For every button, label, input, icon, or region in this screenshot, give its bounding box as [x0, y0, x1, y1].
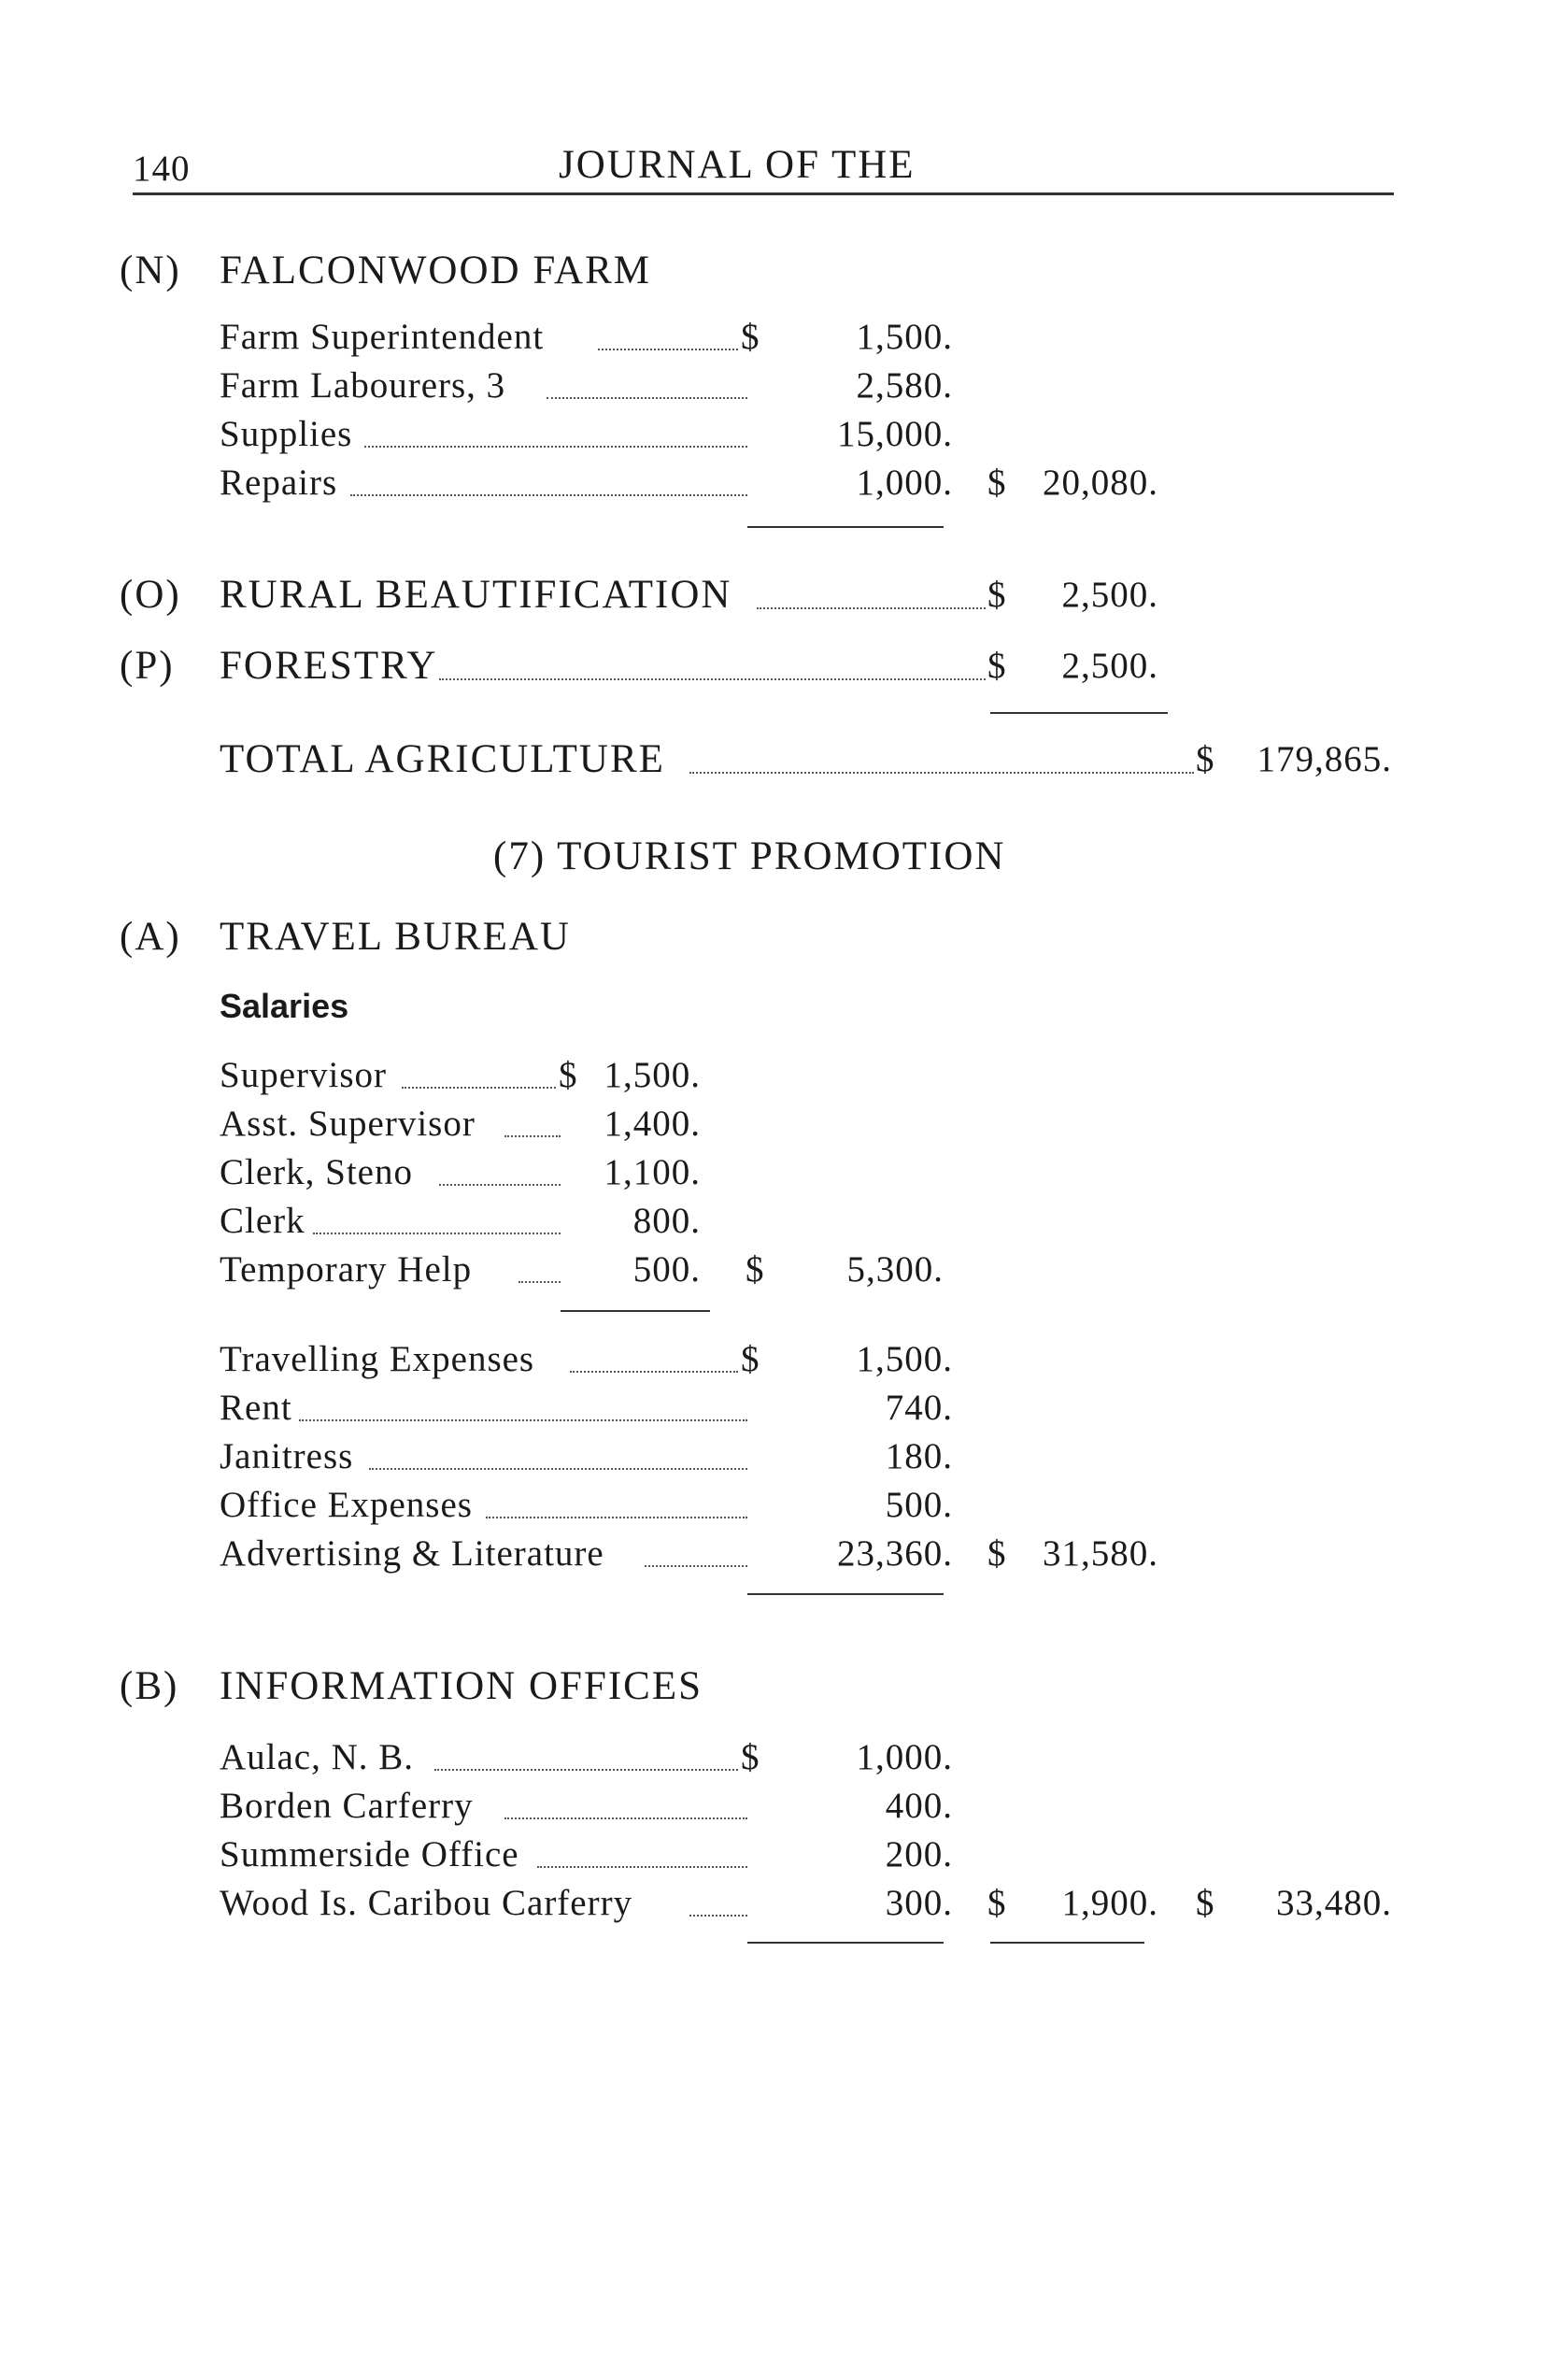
dollar-sign: $: [987, 1883, 1007, 1923]
item-name: Asst. Supervisor: [220, 1104, 476, 1144]
dot-leader: [689, 1915, 747, 1917]
chapter-heading: (7) TOURIST PROMOTION: [493, 834, 1006, 878]
item-amount: 23,360.: [837, 1533, 953, 1574]
section-total: 1,900.: [1061, 1883, 1158, 1923]
dot-leader: [439, 678, 986, 680]
dot-leader: [504, 1135, 561, 1137]
item-amount: 300.: [885, 1883, 953, 1923]
dot-leader: [350, 494, 747, 496]
dot-leader: [598, 349, 738, 350]
dot-leader: [547, 397, 747, 399]
item-name: Summerside Office: [220, 1834, 519, 1874]
item-name: Office Expenses: [220, 1485, 473, 1525]
section-a-title: TRAVEL BUREAU: [220, 915, 571, 959]
dot-leader: [518, 1281, 561, 1283]
dollar-sign: $: [1196, 739, 1215, 779]
item-name: Supervisor: [220, 1055, 387, 1095]
item-name: Borden Carferry: [220, 1786, 474, 1826]
dollar-sign: $: [1196, 1883, 1215, 1923]
item-amount: 1,400.: [604, 1104, 701, 1144]
item-amount: 1,100.: [604, 1152, 701, 1192]
item-amount: 2,580.: [856, 365, 953, 406]
item-name: Repairs: [220, 463, 338, 503]
dot-leader: [313, 1233, 561, 1234]
section-b-label: (B): [120, 1664, 179, 1708]
item-amount: 1,500.: [856, 1339, 953, 1379]
item-amount: 180.: [885, 1436, 953, 1476]
page-number: 140: [133, 149, 191, 189]
dot-leader: [402, 1087, 556, 1089]
dollar-sign: $: [741, 1737, 760, 1777]
dot-leader: [645, 1565, 747, 1567]
section-total: 31,580.: [1043, 1533, 1158, 1574]
dot-leader: [486, 1517, 747, 1518]
dollar-sign: $: [746, 1249, 765, 1290]
dollar-sign: $: [987, 463, 1007, 503]
sum-rule: [747, 1942, 944, 1944]
section-total: 20,080.: [1043, 463, 1158, 503]
section-o-label: (O): [120, 573, 181, 617]
dot-leader: [299, 1419, 747, 1421]
dot-leader: [570, 1371, 738, 1373]
dot-leader: [537, 1866, 747, 1868]
item-amount: 500.: [632, 1249, 701, 1290]
dot-leader: [689, 772, 1194, 774]
dot-leader: [757, 607, 986, 609]
sum-rule: [990, 712, 1168, 714]
dot-leader: [364, 446, 747, 448]
item-name: Farm Labourers, 3: [220, 365, 506, 406]
dot-leader: [434, 1769, 738, 1771]
dollar-sign: $: [987, 646, 1007, 686]
item-name: Temporary Help: [220, 1249, 473, 1290]
item-amount: 740.: [885, 1388, 953, 1428]
dollar-sign: $: [987, 1533, 1007, 1574]
sum-rule: [561, 1310, 710, 1312]
dollar-sign: $: [741, 317, 760, 357]
item-name: Aulac, N. B.: [220, 1737, 415, 1777]
section-total: 2,500.: [1061, 646, 1158, 686]
salaries-subheading: Salaries: [220, 987, 349, 1025]
header-rule: [133, 192, 1394, 195]
sum-rule: [747, 1593, 944, 1595]
item-name: Farm Superintendent: [220, 317, 545, 357]
subtotal: 5,300.: [846, 1249, 944, 1290]
section-n-title: FALCONWOOD FARM: [220, 249, 652, 292]
dollar-sign: $: [559, 1055, 578, 1095]
item-amount: 15,000.: [837, 414, 953, 454]
dot-leader: [504, 1817, 747, 1819]
item-amount: 1,000.: [856, 463, 953, 503]
sum-rule: [747, 526, 944, 528]
section-n-label: (N): [120, 249, 181, 292]
item-name: Clerk: [220, 1201, 305, 1241]
dot-leader: [369, 1468, 747, 1470]
grand-total: 33,480.: [1276, 1883, 1392, 1923]
dot-leader: [439, 1184, 561, 1186]
section-p-title: FORESTRY: [220, 644, 438, 688]
item-name: Supplies: [220, 414, 353, 454]
grand-total: 179,865.: [1257, 739, 1392, 779]
dollar-sign: $: [741, 1339, 760, 1379]
item-amount: 1,500.: [604, 1055, 701, 1095]
item-amount: 200.: [885, 1834, 953, 1874]
item-amount: 500.: [885, 1485, 953, 1525]
item-name: Janitress: [220, 1436, 354, 1476]
item-amount: 1,500.: [856, 317, 953, 357]
total-agriculture-label: TOTAL AGRICULTURE: [220, 737, 665, 781]
item-name: Rent: [220, 1388, 292, 1428]
item-amount: 1,000.: [856, 1737, 953, 1777]
section-p-label: (P): [120, 644, 175, 688]
item-name: Clerk, Steno: [220, 1152, 413, 1192]
dollar-sign: $: [987, 575, 1007, 615]
item-amount: 800.: [632, 1201, 701, 1241]
item-amount: 400.: [885, 1786, 953, 1826]
item-name: Wood Is. Caribou Carferry: [220, 1883, 633, 1923]
section-total: 2,500.: [1061, 575, 1158, 615]
item-name: Advertising & Literature: [220, 1533, 604, 1574]
sum-rule: [990, 1942, 1144, 1944]
running-title: JOURNAL OF THE: [559, 143, 916, 187]
section-b-title: INFORMATION OFFICES: [220, 1664, 703, 1708]
section-a-label: (A): [120, 915, 181, 959]
section-o-title: RURAL BEAUTIFICATION: [220, 573, 732, 617]
item-name: Travelling Expenses: [220, 1339, 535, 1379]
